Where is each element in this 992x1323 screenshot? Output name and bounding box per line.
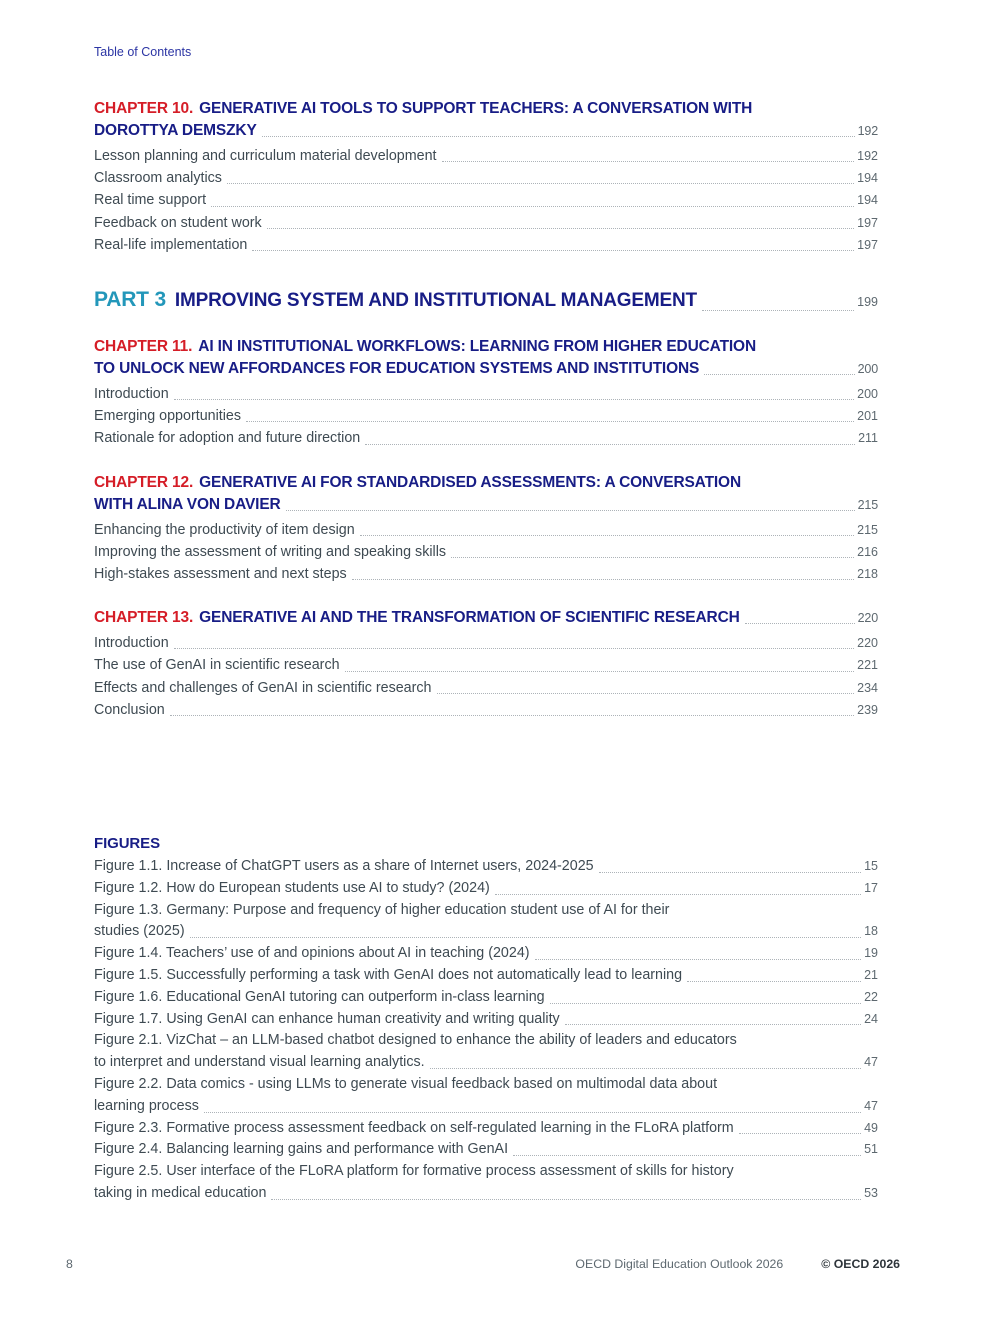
figure-entry-title-continued: studies (2025) bbox=[94, 923, 185, 940]
chapter-page: 215 bbox=[857, 497, 878, 512]
figure-entry-page: 51 bbox=[864, 1142, 878, 1157]
toc-entry[interactable] bbox=[94, 405, 878, 427]
toc-entry[interactable] bbox=[94, 519, 878, 541]
figure-entry-page: 49 bbox=[864, 1120, 878, 1135]
figure-entry-title: Figure 1.3. Germany: Purpose and frequency of higher education student use of AI for their bbox=[94, 901, 670, 918]
dot-leader bbox=[740, 607, 858, 629]
dot-leader bbox=[281, 494, 858, 516]
figure-entry-title: Figure 2.3. Formative process assessment feedback on self-regulated learning in the FLoRA platform bbox=[94, 1119, 734, 1136]
chapter-number: CHAPTER 13. bbox=[94, 609, 194, 627]
toc-entry-page: 200 bbox=[857, 387, 878, 402]
figure-entry-title-continued: taking in medical education bbox=[94, 1185, 267, 1201]
figure-entry[interactable] bbox=[94, 900, 878, 944]
dot-leader bbox=[185, 921, 864, 943]
dot-leader bbox=[241, 405, 857, 427]
toc-entry-title: Rationale for adoption and future direction bbox=[94, 430, 361, 447]
figure-entry-page: 22 bbox=[864, 989, 878, 1004]
dot-leader bbox=[266, 1183, 864, 1205]
toc-entry-title: Emerging opportunities bbox=[94, 408, 242, 425]
chapter-heading-line1 bbox=[94, 472, 878, 494]
toc-entry-page: 211 bbox=[858, 431, 878, 446]
figure-entry-page: 19 bbox=[864, 946, 878, 961]
figure-entry-page: 15 bbox=[864, 859, 878, 874]
figure-entry-page: 47 bbox=[864, 1055, 878, 1070]
figure-entry[interactable] bbox=[94, 1118, 878, 1140]
toc-entry-title: High-stakes assessment and next steps bbox=[94, 566, 347, 583]
toc-entry[interactable] bbox=[94, 427, 878, 449]
toc-entry-title: Introduction bbox=[94, 635, 169, 652]
toc-entry-page: 221 bbox=[857, 658, 878, 673]
chapter-page: 220 bbox=[857, 611, 878, 626]
chapter-12-section bbox=[94, 472, 878, 586]
figure-entry-page: 17 bbox=[864, 880, 878, 895]
chapter-heading-line1 bbox=[94, 98, 878, 120]
toc-entry-title: Effects and challenges of GenAI in scientific research bbox=[94, 679, 432, 696]
chapter-title-continued: WITH ALINA VON DAVIER bbox=[94, 495, 281, 513]
dot-leader bbox=[490, 878, 864, 900]
figure-entry[interactable] bbox=[94, 878, 878, 900]
chapter-number: CHAPTER 10. bbox=[94, 100, 194, 117]
dot-leader bbox=[734, 1118, 864, 1140]
figures-section bbox=[94, 833, 878, 1205]
figure-entry-title: Figure 1.1. Increase of ChatGPT users as a share of Internet users, 2024-2025 bbox=[94, 858, 594, 875]
toc-entry[interactable] bbox=[94, 654, 878, 676]
toc-entry[interactable] bbox=[94, 145, 878, 167]
toc-entry-page: 197 bbox=[857, 237, 878, 252]
dot-leader bbox=[699, 358, 857, 380]
dot-leader bbox=[257, 120, 858, 142]
figure-entry-title: Figure 1.6. Educational GenAI tutoring can outperform in-class learning bbox=[94, 988, 545, 1005]
part-title: IMPROVING SYSTEM AND INSTITUTIONAL MANAGEMENT bbox=[174, 290, 697, 312]
figure-entry[interactable] bbox=[94, 1161, 878, 1205]
figure-entry-page: 24 bbox=[864, 1011, 878, 1026]
figure-entry[interactable] bbox=[94, 943, 878, 965]
chapter-entries bbox=[94, 632, 878, 721]
dot-leader bbox=[262, 212, 857, 234]
dot-leader bbox=[222, 167, 857, 189]
toc-entry-page: 216 bbox=[857, 544, 878, 559]
figure-entry-title: Figure 2.2. Data comics - using LLMs to generate visual feedback based on multimodal data about bbox=[94, 1076, 718, 1093]
toc-entry-title: Enhancing the productivity of item design bbox=[94, 521, 355, 538]
figure-entry-title: Figure 2.4. Balancing learning gains and performance with GenAI bbox=[94, 1141, 509, 1158]
footer-doc-title: OECD Digital Education Outlook 2026 bbox=[575, 1257, 784, 1271]
chapter-entries bbox=[94, 383, 878, 450]
figure-entry-page: 47 bbox=[864, 1098, 878, 1113]
dot-leader bbox=[247, 234, 857, 256]
dot-leader bbox=[508, 1139, 864, 1161]
toc-entry-title: The use of GenAI in scientific research bbox=[94, 657, 340, 674]
chapter-number: CHAPTER 12. bbox=[94, 473, 194, 491]
chapter-13-section bbox=[94, 607, 878, 721]
footer-copyright: © OECD 2026 bbox=[821, 1257, 900, 1271]
chapter-number: CHAPTER 11. bbox=[94, 338, 193, 356]
dot-leader bbox=[530, 943, 865, 965]
chapter-title-continued: TO UNLOCK NEW AFFORDANCES FOR EDUCATION SYSTEMS AND INSTITUTIONS bbox=[94, 360, 700, 378]
toc-entry-page: 215 bbox=[857, 522, 878, 537]
chapter-heading[interactable] bbox=[94, 607, 878, 629]
toc-entry-title: Improving the assessment of writing and speaking skills bbox=[94, 543, 447, 560]
page-footer bbox=[66, 1257, 900, 1271]
part-page: 199 bbox=[857, 295, 878, 310]
toc-entry-page: 201 bbox=[857, 409, 878, 424]
figures-list bbox=[94, 856, 878, 1205]
chapter-title: GENERATIVE AI FOR STANDARDISED ASSESSMENTS: A CONVERSATION bbox=[199, 473, 742, 491]
dot-leader bbox=[697, 286, 857, 316]
figure-entry-title-continued: to interpret and understand visual learning analytics. bbox=[94, 1054, 425, 1071]
toc-entry-title: Introduction bbox=[94, 386, 169, 403]
part-3-heading[interactable] bbox=[94, 286, 878, 316]
toc-entry[interactable] bbox=[94, 167, 878, 189]
chapter-11-section bbox=[94, 336, 878, 450]
chapter-page: 200 bbox=[857, 362, 878, 377]
chapter-entries bbox=[94, 519, 878, 586]
dot-leader bbox=[446, 541, 857, 563]
dot-leader bbox=[360, 427, 858, 449]
toc-entry-page: 220 bbox=[857, 636, 878, 651]
figure-entry[interactable] bbox=[94, 1074, 878, 1118]
dot-leader bbox=[206, 189, 857, 211]
toc-entry-page: 192 bbox=[857, 149, 878, 163]
toc-entry-title: Conclusion bbox=[94, 701, 165, 718]
toc-entry[interactable] bbox=[94, 563, 878, 585]
chapter-heading-line2[interactable] bbox=[94, 494, 878, 516]
figure-entry-page: 53 bbox=[864, 1186, 878, 1200]
figure-entry-title: Figure 1.5. Successfully performing a task with GenAI does not automatically lead to learning bbox=[94, 967, 683, 984]
figure-entry-page: 18 bbox=[864, 924, 878, 939]
figure-entry[interactable] bbox=[94, 1030, 878, 1074]
toc-entry-page: 194 bbox=[857, 171, 878, 186]
toc-entry[interactable] bbox=[94, 632, 878, 654]
dot-leader bbox=[199, 1096, 864, 1118]
toc-entry-title: Real time support bbox=[94, 192, 207, 209]
toc-entry-page: 197 bbox=[857, 215, 878, 230]
figure-entry-title: Figure 2.1. VizChat – an LLM-based chatbot designed to enhance the ability of leaders and educators bbox=[94, 1032, 737, 1049]
chapter-entries bbox=[94, 145, 878, 256]
toc-entry-title: Real-life implementation bbox=[94, 236, 248, 253]
dot-leader bbox=[594, 856, 864, 878]
chapter-title-continued: DOROTTYA DEMSZKY bbox=[94, 122, 257, 139]
footer-right-group bbox=[575, 1257, 900, 1271]
figure-entry-title: Figure 1.2. How do European students use AI to study? (2024) bbox=[94, 879, 490, 896]
figure-entry[interactable] bbox=[94, 965, 878, 987]
toc-entry[interactable] bbox=[94, 212, 878, 234]
dot-leader bbox=[169, 383, 857, 405]
chapter-title: GENERATIVE AI TOOLS TO SUPPORT TEACHERS: A CONVERSATION WITH bbox=[199, 100, 753, 117]
toc-entry-page: 234 bbox=[857, 680, 878, 695]
chapter-page: 192 bbox=[857, 124, 878, 138]
figure-entry[interactable] bbox=[94, 1009, 878, 1031]
dot-leader bbox=[432, 677, 858, 699]
dot-leader bbox=[425, 1052, 864, 1074]
figure-entry-title-continued: learning process bbox=[94, 1097, 199, 1114]
dot-leader bbox=[682, 965, 864, 987]
footer-page-number: 8 bbox=[66, 1257, 73, 1271]
toc-entry[interactable] bbox=[94, 699, 878, 721]
figure-entry-page: 21 bbox=[864, 968, 878, 983]
figures-heading: FIGURES bbox=[94, 835, 160, 853]
chapter-heading-line2[interactable] bbox=[94, 358, 878, 380]
dot-leader bbox=[165, 699, 857, 721]
chapter-heading-line2[interactable] bbox=[94, 120, 878, 142]
toc-entry-title: Feedback on student work bbox=[94, 214, 262, 231]
toc-entry[interactable] bbox=[94, 541, 878, 563]
figure-entry[interactable] bbox=[94, 856, 878, 878]
dot-leader bbox=[437, 145, 858, 167]
dot-leader bbox=[355, 519, 857, 541]
figure-entry-title: Figure 1.4. Teachers’ use of and opinions about AI in teaching (2024) bbox=[94, 945, 530, 962]
dot-leader bbox=[560, 1009, 864, 1031]
chapter-title: GENERATIVE AI AND THE TRANSFORMATION OF SCIENTIFIC RESEARCH bbox=[199, 609, 740, 627]
dot-leader bbox=[347, 563, 857, 585]
toc-entry[interactable] bbox=[94, 383, 878, 405]
running-header: Table of Contents bbox=[94, 45, 192, 59]
figure-entry-title: Figure 1.7. Using GenAI can enhance human creativity and writing quality bbox=[94, 1010, 560, 1027]
part-number: PART 3 bbox=[94, 288, 166, 312]
toc-entry-page: 194 bbox=[857, 193, 878, 208]
toc-entry-page: 218 bbox=[857, 567, 878, 582]
toc-entry[interactable] bbox=[94, 234, 878, 256]
toc-entry-page: 239 bbox=[857, 702, 878, 717]
chapter-title: AI IN INSTITUTIONAL WORKFLOWS: LEARNING FROM HIGHER EDUCATION bbox=[198, 338, 756, 356]
figure-entry-title: Figure 2.5. User interface of the FLoRA platform for formative process assessment of skills for history bbox=[94, 1163, 734, 1180]
chapter-heading-line1 bbox=[94, 336, 878, 358]
dot-leader bbox=[169, 632, 857, 654]
dot-leader bbox=[340, 654, 858, 676]
toc-entry-title: Classroom analytics bbox=[94, 170, 222, 187]
toc-entry[interactable] bbox=[94, 189, 878, 211]
toc-entry[interactable] bbox=[94, 677, 878, 699]
figure-entry[interactable] bbox=[94, 987, 878, 1009]
chapter-10-section bbox=[94, 98, 878, 256]
figure-entry[interactable] bbox=[94, 1139, 878, 1161]
dot-leader bbox=[545, 987, 864, 1009]
toc-entry-title: Lesson planning and curriculum material development bbox=[94, 148, 437, 164]
